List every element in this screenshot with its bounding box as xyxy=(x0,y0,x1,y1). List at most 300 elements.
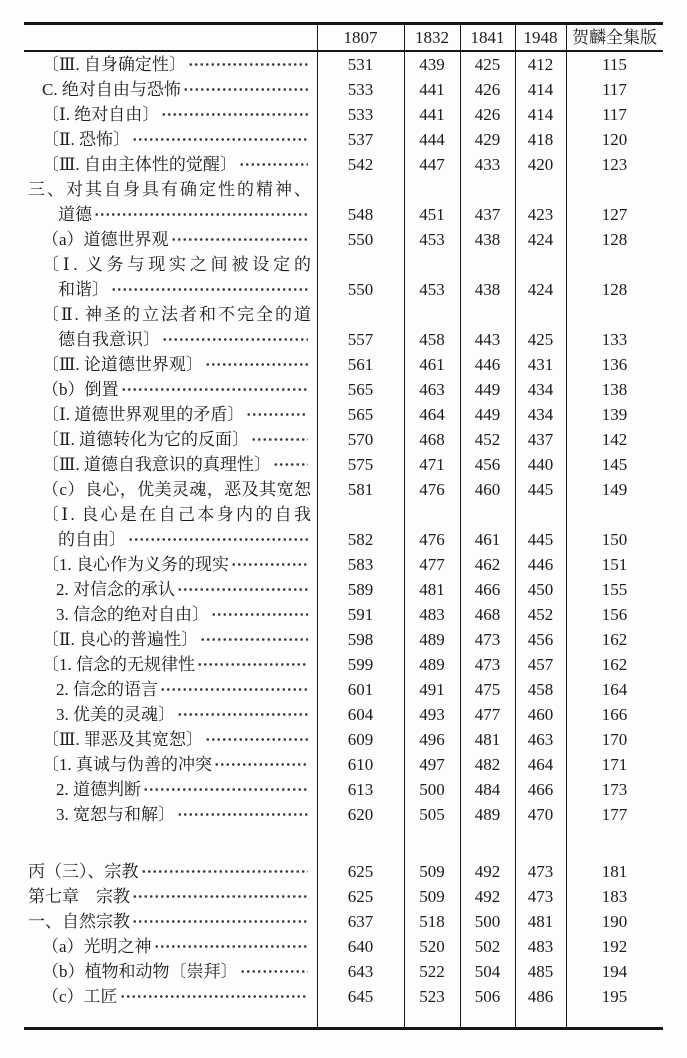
table-row xyxy=(24,402,663,427)
page-number-贺麟全集版: 117 xyxy=(602,105,627,124)
entry-title xyxy=(24,427,317,452)
page-number-1948: 425 xyxy=(527,330,554,349)
entry-text: 〔Ⅲ. 自由主体性的觉醒〕 xyxy=(42,155,237,174)
entry-title xyxy=(24,452,317,477)
page-number-1832: 509 xyxy=(419,862,445,881)
page-number-贺麟全集版: 120 xyxy=(601,130,628,149)
page-number-1948: 431 xyxy=(527,355,554,374)
page-number-贺麟全集版: 156 xyxy=(601,605,628,624)
entry-text: 丙（三）、宗教 xyxy=(28,862,139,881)
page-number-贺麟全集版: 171 xyxy=(601,755,628,774)
page-number-1948: 470 xyxy=(527,805,554,824)
table-row xyxy=(24,502,663,552)
page-number-1832: 461 xyxy=(419,355,445,374)
page-number-1841: 461 xyxy=(474,530,501,549)
page-number-1807: 570 xyxy=(347,430,374,449)
page-number-1807: 533 xyxy=(347,80,374,99)
entry-text: 德自我意识〕 xyxy=(58,330,160,349)
page-number-1807: 548 xyxy=(347,205,374,224)
page-number-1948: 424 xyxy=(527,280,554,299)
dot-leader xyxy=(200,627,308,652)
dot-leader xyxy=(240,959,309,984)
page-number-1807: 589 xyxy=(347,580,374,599)
page-number-1832: 441 xyxy=(419,80,445,99)
page-number-1807: 557 xyxy=(347,330,374,349)
table-row xyxy=(24,452,663,477)
dot-leader xyxy=(214,752,308,777)
page-number-贺麟全集版: 177 xyxy=(601,805,628,824)
page-number-1841: 484 xyxy=(474,780,501,799)
page-number-1832: 496 xyxy=(419,730,445,749)
page-number-1832: 520 xyxy=(419,937,445,956)
entry-text: 〔Ⅰ. 义务与现实之间被设定的 xyxy=(42,255,311,274)
page-number-1807: 565 xyxy=(347,380,374,399)
page-number-贺麟全集版: 166 xyxy=(601,705,628,724)
entry-text: （c）工匠 xyxy=(42,987,118,1006)
page-number-1948: 414 xyxy=(527,80,554,99)
page-number-1948: 473 xyxy=(527,887,554,906)
entry-text: 一、自然宗教 xyxy=(28,912,130,931)
table-row xyxy=(24,77,663,102)
page-number-1832: 468 xyxy=(419,430,445,449)
page-number-贺麟全集版: 181 xyxy=(601,862,628,881)
entry-text: 〔Ⅱ. 道德转化为它的反面〕 xyxy=(42,430,250,449)
page-number-1948: 424 xyxy=(527,230,554,249)
entry-text: 〔Ⅲ. 道德自我意识的真理性〕 xyxy=(42,455,271,474)
page-number-1807: 645 xyxy=(347,987,374,1006)
page-number-1948: 434 xyxy=(527,380,554,399)
entry-title xyxy=(24,252,317,302)
page-number-1832: 453 xyxy=(419,230,445,249)
entry-title xyxy=(24,577,317,602)
entry-title xyxy=(24,859,317,884)
table-row xyxy=(24,909,663,934)
table-row xyxy=(24,802,663,827)
page-number-1807: 609 xyxy=(347,730,374,749)
page-number-1948: 420 xyxy=(527,155,554,174)
entry-text: 3. 优美的灵魂〕 xyxy=(56,705,175,724)
page-number-贺麟全集版: 195 xyxy=(601,987,628,1006)
header-edition-1832: 1832 xyxy=(415,28,449,47)
page-number-贺麟全集版: 173 xyxy=(601,780,628,799)
table-row xyxy=(24,602,663,627)
page-number-1807: 637 xyxy=(347,912,374,931)
page-number-1948: 434 xyxy=(527,405,554,424)
page-number-1948: 445 xyxy=(527,530,554,549)
dot-leader xyxy=(205,727,308,752)
page-number-1841: 433 xyxy=(474,155,501,174)
entry-text: C. 绝对自由与恐怖 xyxy=(42,80,181,99)
page-number-1841: 437 xyxy=(474,205,501,224)
page-number-贺麟全集版: 190 xyxy=(601,912,628,931)
dot-leader xyxy=(205,352,308,377)
page-number-1948: 457 xyxy=(527,655,554,674)
dot-leader xyxy=(154,934,308,959)
page-number-1832: 476 xyxy=(419,530,445,549)
table-row xyxy=(24,652,663,677)
page-number-1807: 582 xyxy=(347,530,374,549)
page-number-贺麟全集版: 170 xyxy=(601,730,628,749)
header-edition-1807: 1807 xyxy=(343,28,378,47)
page-number-贺麟全集版: 138 xyxy=(601,380,628,399)
page-number-1841: 468 xyxy=(474,605,501,624)
dot-leader xyxy=(162,327,308,352)
page-number-1948: 456 xyxy=(527,630,554,649)
entry-title xyxy=(24,652,317,677)
dot-leader xyxy=(111,277,308,302)
table-row xyxy=(24,377,663,402)
page-number-1841: 446 xyxy=(474,355,501,374)
table-row xyxy=(24,252,663,302)
entry-title xyxy=(24,402,317,427)
page-number-1807: 599 xyxy=(347,655,374,674)
dot-leader xyxy=(188,52,308,77)
page-number-1807: 565 xyxy=(347,405,374,424)
dot-leader xyxy=(177,577,308,602)
page-number-1832: 439 xyxy=(419,55,445,74)
page-number-1832: 489 xyxy=(419,630,445,649)
page-number-1832: 491 xyxy=(419,680,445,699)
table-header-row xyxy=(24,25,663,52)
page-number-1841: 452 xyxy=(474,430,501,449)
entry-title xyxy=(24,52,317,77)
dot-leader xyxy=(211,602,308,627)
page-number-贺麟全集版: 128 xyxy=(601,230,628,249)
page-number-1841: 462 xyxy=(474,555,501,574)
page-number-1841: 500 xyxy=(474,912,501,931)
entry-text: （b）倒置 xyxy=(42,380,119,399)
entry-title xyxy=(24,152,317,177)
page-number-1841: 449 xyxy=(474,405,501,424)
dot-leader xyxy=(177,702,308,727)
dot-leader xyxy=(273,452,308,477)
page-number-1948: 452 xyxy=(527,605,554,624)
page-number-1841: 492 xyxy=(474,862,501,881)
page-number-1948: 440 xyxy=(527,455,554,474)
table-row xyxy=(24,302,663,352)
entry-text: 道德 xyxy=(58,205,92,224)
dot-leader xyxy=(171,227,308,252)
entry-text: 〔Ⅲ. 自身确定性〕 xyxy=(42,55,186,74)
table-row xyxy=(24,102,663,127)
entry-text: 2. 道德判断 xyxy=(56,780,141,799)
entry-title xyxy=(24,477,317,502)
page-number-贺麟全集版: 192 xyxy=(601,937,628,956)
entry-title xyxy=(24,177,317,227)
page-number-1841: 481 xyxy=(474,730,501,749)
entry-title xyxy=(24,727,317,752)
page-number-1807: 561 xyxy=(347,355,374,374)
entry-text: 〔Ⅰ. 良心是在自己本身内的自我 xyxy=(42,505,311,524)
entry-text: 〔Ⅱ. 良心的普遍性〕 xyxy=(42,630,199,649)
entry-text: 〔Ⅲ. 论道德世界观〕 xyxy=(42,355,203,374)
entry-text: 〔Ⅰ. 道德世界观里的矛盾〕 xyxy=(42,405,245,424)
page-number-贺麟全集版: 139 xyxy=(601,405,628,424)
page-number-1832: 463 xyxy=(419,380,445,399)
page-number-1948: 450 xyxy=(527,580,554,599)
page-number-1841: 475 xyxy=(474,680,501,699)
page-number-1948: 414 xyxy=(527,105,554,124)
entry-title xyxy=(24,102,317,127)
page-number-1807: 625 xyxy=(347,862,374,881)
page-number-1807: 583 xyxy=(347,555,374,574)
page-number-1832: 518 xyxy=(419,912,445,931)
page-number-贺麟全集版: 194 xyxy=(601,962,628,981)
page-number-1832: 505 xyxy=(419,805,445,824)
table-row xyxy=(24,727,663,752)
entry-text: 〔Ⅱ. 恐怖〕 xyxy=(42,130,131,149)
table-row xyxy=(24,959,663,984)
table-row xyxy=(24,552,663,577)
entry-title xyxy=(24,909,317,934)
page-number-1841: 506 xyxy=(474,987,501,1006)
table-row xyxy=(24,702,663,727)
page-number-1807: 640 xyxy=(347,937,374,956)
entry-text: 〔Ⅲ. 罪恶及其宽恕〕 xyxy=(42,730,203,749)
table-row xyxy=(24,934,663,959)
header-edition-1841: 1841 xyxy=(470,28,505,47)
page-number-1948: 412 xyxy=(527,55,554,74)
dot-leader xyxy=(143,777,308,802)
page-number-1832: 471 xyxy=(419,455,445,474)
table-row xyxy=(24,577,663,602)
page-number-贺麟全集版: 145 xyxy=(601,455,628,474)
page-number-1807: 620 xyxy=(347,805,374,824)
page-number-1807: 598 xyxy=(347,630,374,649)
dot-leader xyxy=(251,427,308,452)
dot-leader xyxy=(246,402,308,427)
page-number-1807: 613 xyxy=(347,780,374,799)
page-number-1841: 443 xyxy=(474,330,501,349)
table-row xyxy=(24,52,663,77)
page-number-贺麟全集版: 183 xyxy=(601,887,628,906)
dot-leader xyxy=(161,102,308,127)
dot-leader xyxy=(231,552,308,577)
table-row xyxy=(24,152,663,177)
entry-text: （a）光明之神 xyxy=(42,937,152,956)
page-number-1841: 477 xyxy=(474,705,501,724)
page-number-1832: 497 xyxy=(419,755,445,774)
entry-text: 〔1. 信念的无规律性 xyxy=(42,655,195,674)
page-number-1807: 604 xyxy=(347,705,374,724)
entry-title xyxy=(24,984,317,1009)
page-number-贺麟全集版: 151 xyxy=(601,555,628,574)
page-number-1832: 464 xyxy=(419,405,445,424)
page-number-1832: 483 xyxy=(419,605,445,624)
page-number-1807: 542 xyxy=(347,155,374,174)
page-number-贺麟全集版: 115 xyxy=(602,55,627,74)
page-number-1948: 463 xyxy=(527,730,554,749)
page-number-1841: 426 xyxy=(474,105,501,124)
page-number-1841: 473 xyxy=(474,655,501,674)
page-number-1832: 441 xyxy=(419,105,445,124)
entry-title xyxy=(24,227,317,252)
table-row xyxy=(24,477,663,502)
entry-text: 〔Ⅱ. 神圣的立法者和不完全的道 xyxy=(42,305,311,324)
page-number-1807: 533 xyxy=(347,105,374,124)
page-number-1841: 438 xyxy=(474,230,501,249)
page-number-1841: 426 xyxy=(474,80,501,99)
page-number-1948: 485 xyxy=(527,962,554,981)
page-number-1841: 425 xyxy=(474,55,501,74)
page-number-1948: 458 xyxy=(527,680,554,699)
page-number-1807: 601 xyxy=(347,680,374,699)
page-number-1807: 575 xyxy=(347,455,374,474)
page-number-1841: 456 xyxy=(474,455,501,474)
page-number-贺麟全集版: 133 xyxy=(601,330,628,349)
page-number-1832: 522 xyxy=(419,962,445,981)
entry-text: 〔1. 真诚与伪善的冲突 xyxy=(42,755,212,774)
page-number-贺麟全集版: 149 xyxy=(601,480,628,499)
dot-leader xyxy=(132,127,308,152)
page-number-贺麟全集版: 162 xyxy=(601,630,628,649)
page-number-1841: 473 xyxy=(474,630,501,649)
dot-leader xyxy=(183,77,308,102)
dot-leader xyxy=(120,984,308,1009)
table-row xyxy=(24,627,663,652)
page-number-1807: 625 xyxy=(347,887,374,906)
entry-text: 2. 对信念的承认 xyxy=(56,580,175,599)
page-number-1832: 523 xyxy=(419,987,445,1006)
entry-title xyxy=(24,302,317,352)
table-row xyxy=(24,227,663,252)
page-number-1807: 537 xyxy=(347,130,374,149)
entry-title xyxy=(24,77,317,102)
dot-leader xyxy=(197,652,308,677)
entry-text: （b）植物和动物〔崇拜〕 xyxy=(42,962,238,981)
table-row xyxy=(24,859,663,884)
dot-leader xyxy=(177,802,308,827)
entry-title xyxy=(24,502,317,552)
entry-title xyxy=(24,702,317,727)
page-number-1832: 509 xyxy=(419,887,445,906)
dot-leader xyxy=(121,377,309,402)
concordance-table xyxy=(24,22,663,1030)
table-row xyxy=(24,752,663,777)
page-number-1807: 550 xyxy=(347,280,374,299)
page-number-贺麟全集版: 117 xyxy=(602,80,627,99)
page-number-1841: 449 xyxy=(474,380,501,399)
entry-text: 和谐〕 xyxy=(58,280,109,299)
page-number-1841: 504 xyxy=(474,962,501,981)
entry-title xyxy=(24,777,317,802)
page-number-1948: 464 xyxy=(527,755,554,774)
entry-text: （a）道德世界观 xyxy=(42,230,169,249)
entry-text: 3. 信念的绝对自由〕 xyxy=(56,605,209,624)
page-number-1807: 531 xyxy=(347,55,374,74)
page-number-1832: 489 xyxy=(419,655,445,674)
table-row xyxy=(24,427,663,452)
page-number-贺麟全集版: 162 xyxy=(601,655,628,674)
page-number-1948: 418 xyxy=(527,130,554,149)
dot-leader xyxy=(141,859,309,884)
page-number-1841: 429 xyxy=(474,130,501,149)
page-number-1832: 477 xyxy=(419,555,445,574)
entry-title xyxy=(24,959,317,984)
page-number-贺麟全集版: 142 xyxy=(601,430,628,449)
dot-leader xyxy=(239,152,308,177)
entry-title xyxy=(24,377,317,402)
entry-text: 的自由〕 xyxy=(58,530,126,549)
page-number-1807: 610 xyxy=(347,755,374,774)
page-number-1841: 502 xyxy=(474,937,501,956)
page-number-1832: 444 xyxy=(419,130,445,149)
entry-text: （c）良心，优美灵魂，恶及其宽恕 xyxy=(42,480,311,499)
page-number-1832: 476 xyxy=(419,480,445,499)
spacer-row xyxy=(24,827,663,859)
page-number-1948: 446 xyxy=(527,555,554,574)
page-number-1948: 473 xyxy=(527,862,554,881)
entry-title xyxy=(24,677,317,702)
page-number-1832: 458 xyxy=(419,330,445,349)
page-number-贺麟全集版: 164 xyxy=(601,680,628,699)
page-number-1948: 486 xyxy=(527,987,554,1006)
table-row xyxy=(24,884,663,909)
dot-leader xyxy=(132,909,308,934)
page-number-1832: 451 xyxy=(419,205,445,224)
entry-title xyxy=(24,802,317,827)
page-number-1832: 447 xyxy=(419,155,445,174)
entry-text: 3. 宽恕与和解〕 xyxy=(56,805,175,824)
page-number-1832: 481 xyxy=(419,580,445,599)
entry-title xyxy=(24,934,317,959)
page-number-1841: 438 xyxy=(474,280,501,299)
entry-title xyxy=(24,752,317,777)
page-number-1948: 481 xyxy=(527,912,554,931)
entry-text: 三、对其自身具有确定性的精神、 xyxy=(28,180,311,199)
entry-title xyxy=(24,884,317,909)
page-number-1841: 492 xyxy=(474,887,501,906)
page-number-贺麟全集版: 155 xyxy=(601,580,628,599)
table-row xyxy=(24,984,663,1009)
page-number-1948: 423 xyxy=(527,205,554,224)
entry-text: 〔Ⅰ. 绝对自由〕 xyxy=(42,105,160,124)
dot-leader xyxy=(132,884,308,909)
page-number-1841: 489 xyxy=(474,805,501,824)
page-number-1948: 460 xyxy=(527,705,554,724)
page-number-贺麟全集版: 150 xyxy=(601,530,628,549)
page-number-1841: 482 xyxy=(474,755,501,774)
header-entry-column xyxy=(24,25,317,50)
page-number-1948: 445 xyxy=(527,480,554,499)
entry-title xyxy=(24,127,317,152)
header-edition-helin: 贺麟全集版 xyxy=(572,28,657,47)
entry-title xyxy=(24,352,317,377)
page-number-贺麟全集版: 127 xyxy=(601,205,628,224)
entry-title xyxy=(24,627,317,652)
header-edition-1948: 1948 xyxy=(523,28,558,47)
table-row xyxy=(24,127,663,152)
page-number-1832: 500 xyxy=(419,780,445,799)
page-number-贺麟全集版: 128 xyxy=(601,280,628,299)
dot-leader xyxy=(128,527,308,552)
page-number-1948: 466 xyxy=(527,780,554,799)
page-number-1807: 581 xyxy=(347,480,374,499)
table-row xyxy=(24,677,663,702)
page-number-1948: 483 xyxy=(527,937,554,956)
dot-leader xyxy=(160,677,308,702)
entry-title xyxy=(24,552,317,577)
page-number-1841: 460 xyxy=(474,480,501,499)
entry-text: 〔1. 良心作为义务的现实 xyxy=(42,555,229,574)
table-row xyxy=(24,177,663,227)
page-number-贺麟全集版: 136 xyxy=(601,355,628,374)
entry-title xyxy=(24,602,317,627)
table-row xyxy=(24,777,663,802)
page-number-1832: 493 xyxy=(419,705,445,724)
table-row xyxy=(24,352,663,377)
page-number-1948: 437 xyxy=(527,430,554,449)
